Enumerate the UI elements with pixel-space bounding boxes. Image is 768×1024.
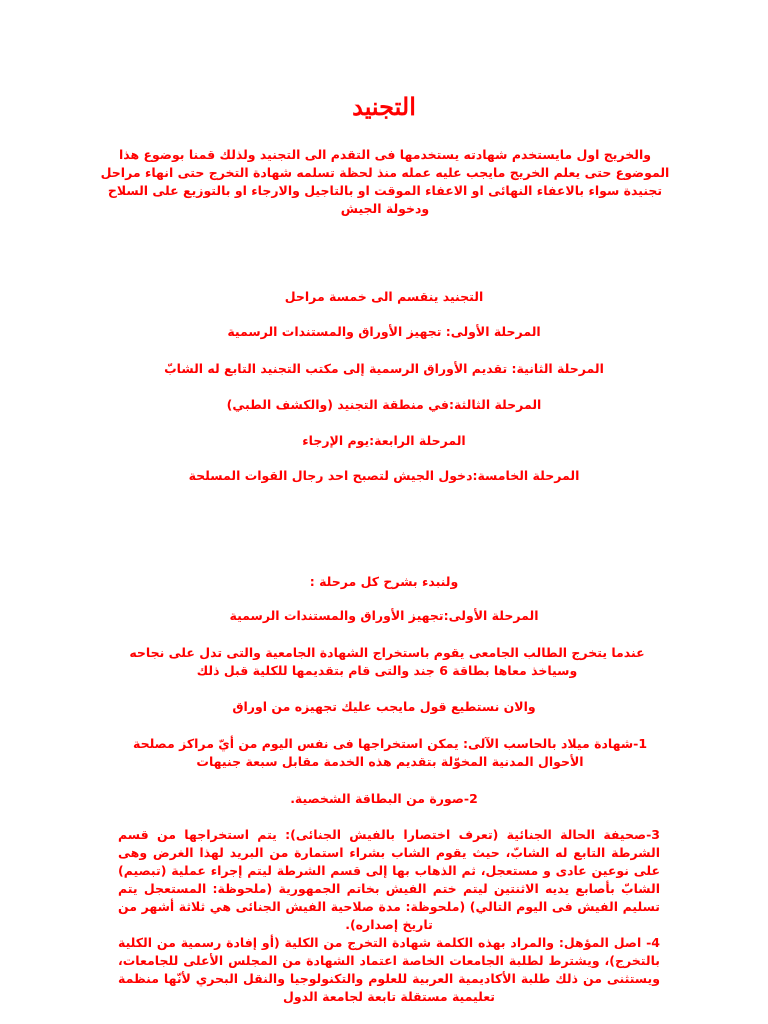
stage-item-5: المرحلة الخامسة:دخول الجيش لتصبح احد رجال القوات المسلحة [188,468,580,483]
paper-item-1: 1-شهادة ميلاد بالحاسب الآلى: يمكن استخراجها فى نفس اليوم من أيّ مراكز مصلحة الأحوال المدنية المخوّلة بتقديم هذه الخدمة مقابل سبعة جنيهات [132,736,648,769]
papers-heading: والان نستطيع قول مايجب عليك تجهيزه من اوراق [232,699,536,714]
intro-paragraph: والخريج اول مايستخدم شهادته يستخدمها فى التقدم الى التجنيد ولذلك قمنا بوضوع هذا الموضوع حتى يعلم الخريج مايجب عليه عمله منذ لحظة تسلمه شهادة التخرج حتى انهاء مراحل تجنيدة سواء بالاعفاء النهائى او الاعفاء الموقت او بالتاجيل والارجاء او بالتوزيع على السلاح ودخولة الجيش [100,147,670,216]
graduation-paragraph: عندما يتخرج الطالب الجامعى يقوم باستخراج الشهادة الجامعية والتى تدل على نجاحه وسياخذ معاها بطاقة 6 جند والتى قام بتقديمها للكلية قبل ذلك [129,645,645,678]
stage-item-3: المرحلة الثالثة:في منطقة التجنيد (والكشف الطبي) [226,397,542,412]
stage1-heading: المرحلة الأولى:تجهيز الأوراق والمستندات الرسمية [229,608,539,623]
paper-item-2: 2-صورة من البطاقة الشخصية. [290,791,478,806]
explain-heading: ولنبدء بشرح كل مرحلة : [309,574,459,589]
stage-item-1: المرحلة الأولى: تجهيز الأوراق والمستندات الرسمية [227,324,541,339]
stage-item-4: المرحلة الرابعة:يوم الإرجاء [302,433,466,448]
stage-item-2: المرحلة الثانية: تقديم الأوراق الرسمية إلى مكتب التجنيد التابع له الشابّ [164,361,604,376]
stages-heading: التجنيد ينقسم الى خمسة مراحل [284,289,484,304]
document-title: التجنيد [352,92,416,121]
paper-item-4: 4- اصل المؤهل: والمراد بهذه الكلمة شهادة التخرج من الكلية (أو إفادة رسمية من الكلية بالتخرج)، ويشترط لطلبة الجامعات الخاصة اعتماد الشهادة من المجلس الأعلى للجامعات، ويستثنى من ذلك طلبة الأكاديمية العربية للعلوم والتكنولوجيا والنقل البحري لأنّها منظمة تعليمية مستقلة تابعة لجامعة الدول [118,935,660,1004]
paper-item-3: 3-صحيفة الحالة الجنائية (تعرف اختصارا بالفيش الجنائى): يتم استخراجها من قسم الشرطة التابع له الشابّ، حيث يقوم الشاب بشراء استمارة من البريد لهذا الغرض وهى على نوعين عادى و مستعجل، ثم الذهاب بها إلى قسم الشرطة ليتم إجراء عملية (تبصيم) الشابّ بأصابع يديه الاثنتين ليتم ختم الفيش بخاتم الجمهورية (ملحوظة: المستعجل يتم تسليم الفيش فى اليوم التالي) (ملحوظة: مدة صلاحية الفيش الجنائى هي ثلاثة أشهر من تاريخ إصداره). [118,827,660,932]
